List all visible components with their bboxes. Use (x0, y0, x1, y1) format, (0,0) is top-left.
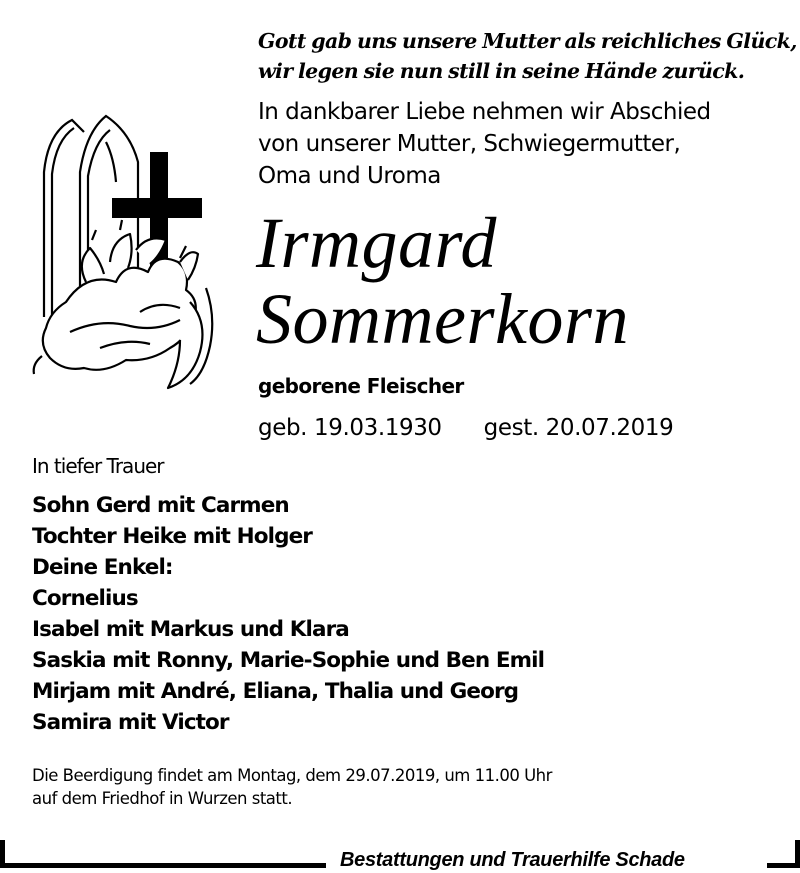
list-item: Mirjam mit André, Eliana, Thalia und Georg (32, 679, 519, 704)
footer-rule-left (0, 863, 326, 868)
list-item: Cornelius (32, 586, 138, 611)
lily-flowers-icon (34, 220, 213, 388)
maiden-name: geborene Fleischer (258, 374, 464, 398)
list-item: Tochter Heike mit Holger (32, 524, 312, 549)
life-dates (258, 412, 673, 444)
mourning-label: In tiefer Trauer (32, 454, 164, 478)
list-item: Samira mit Victor (32, 710, 229, 735)
list-item: Sohn Gerd mit Carmen (32, 493, 289, 518)
border-corner-right (795, 840, 800, 868)
memorial-verse (258, 26, 797, 86)
verse-line-1: Gott gab uns unsere Mutter als reichliches Glück, (258, 29, 797, 53)
list-item: Saskia mit Ronny, Marie-Sophie und Ben Emil (32, 648, 545, 673)
farewell-intro (258, 96, 711, 192)
verse-line-2: wir legen sie nun still in seine Hände zurück. (258, 59, 745, 83)
death-date: gest. 20.07.2019 (483, 415, 674, 441)
funeral-line-2: auf dem Friedhof in Wurzen statt. (32, 789, 293, 808)
footer (0, 840, 800, 873)
deceased-first-name: Irmgard (256, 203, 497, 283)
mourners-list (32, 490, 544, 738)
intro-line-2: von unserer Mutter, Schwiegermutter, (258, 131, 681, 157)
cross-with-lilies-icon (30, 112, 245, 392)
intro-line-1: In dankbarer Liebe nehmen wir Abschied (258, 99, 711, 125)
list-item: Isabel mit Markus und Klara (32, 617, 349, 642)
funeral-line-1: Die Beerdigung findet am Montag, dem 29.07.2019, um 11.00 Uhr (32, 766, 552, 785)
deceased-name (256, 205, 629, 357)
deceased-last-name: Sommerkorn (256, 279, 629, 359)
list-item: Deine Enkel: (32, 555, 173, 580)
intro-line-3: Oma und Uroma (258, 163, 441, 189)
birth-date: geb. 19.03.1930 (258, 415, 442, 441)
funeral-home-name: Bestattungen und Trauerhilfe Schade (340, 849, 685, 871)
funeral-notice (32, 764, 552, 810)
